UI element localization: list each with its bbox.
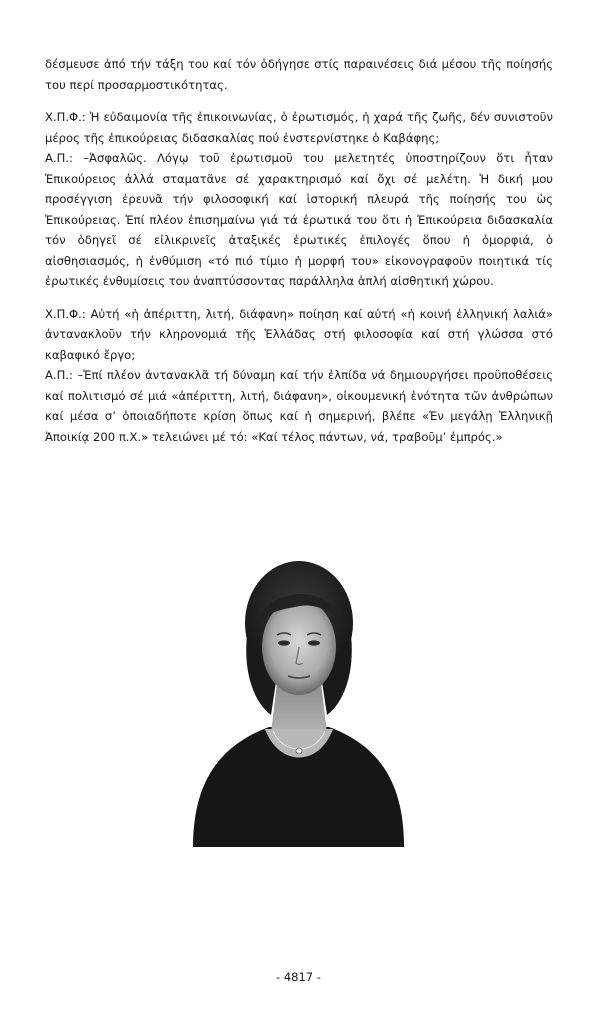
paragraph-answer-1: Α.Π.: –Ἀσφαλῶς. Λόγῳ τοῦ ἐρωτισμοῦ του μελετητές ὑποστηρίζουν ὅτι ἦταν Ἐπικούρειος ἀλλά σταματᾶνε σέ χαρακτηρισμό καί ὄχι σέ μελέτη. Ἡ δική μου προσέγγιση ἐρευνᾶ τήν φιλοσοφική καί ἱστορική πλευρά τῆς ποίησής του ὡς Ἐπικούρειας. Ἐπί πλέον ἐπισημαίνω γιά τά ἐρωτικά του ὅτι ἡ Ἐπικούρεια διδασκαλία τόν ὁδηγεῖ σέ εἰλικρινεῖς ἀταξικές ἐρωτικές ἐπιλογές ὅπου ἡ ὀμορφιά, ὁ αἰσθησιασμός, ἡ ἐνθύμιση «τό πιό τίμιο ἡ μορφή του» εἰκονογραφοῦν ποιητικά τίς ἐρωτικές ἐνθυμίσεις του ἀναπτύσσοντας παράλληλα ἁπλή αἰσθητική χώρου.	[45, 151, 553, 288]
paragraph-question-1: Χ.Π.Φ.: Ἡ εὐδαιμονία τῆς ἐπικοινωνίας, ὁ ἐρωτισμός, ἡ χαρά τῆς ζωῆς, δέν συνιστοῦν μέρος τῆς ἐπικούρειας διδασκαλίας πού ἐνστερνίστηκε ὁ Καβάφης;	[45, 110, 553, 145]
paragraph-answer-2: Α.Π.: –Ἐπί πλέον ἀντανακλᾶ τή δύναμη καί τήν ἐλπίδα νά δημιουργήσει προϋποθέσεις καί πολιτισμό σέ μιά «ἀπέριττη, λιτή, διάφανη», οἰκουμενική ἑνότητα τῶν ἀνθρώπων καί μέσα σ’ ὁποιαδήποτε κρίση ὅπως καί ἡ σημερινή, βλέπε «Ἐν μεγάλῃ Ἑλληνικῇ Ἀποικίᾳ 200 π.Χ.» τελειώνει μέ τό: «Καί τέλος πάντων, νά, τραβοῦμ’ ἐμπρός.»	[45, 368, 553, 444]
portrait-photo	[191, 555, 406, 847]
document-body	[45, 54, 553, 447]
page-number: - 4817 -	[276, 970, 321, 984]
paragraph-question-2: Χ.Π.Φ.: Αὐτή «ἡ ἀπέριττη, λιτή, διάφανη» ποίηση καί αὐτή «ἡ κοινή ἑλληνική λαλιά» ἀντανακλοῦν τήν κληρονομιά τῆς Ἑλλάδας στή φιλοσοφία καί στή γλώσσα στό καβαφικό ἔργο;	[45, 306, 553, 362]
paragraph-answer-continuation: δέσμευσε ἀπό τήν τάξη του καί τόν ὁδήγησε στίς παραινέσεις διά μέσου τῆς ποίησής του περί προσαρμοστικότητας.	[45, 57, 553, 92]
